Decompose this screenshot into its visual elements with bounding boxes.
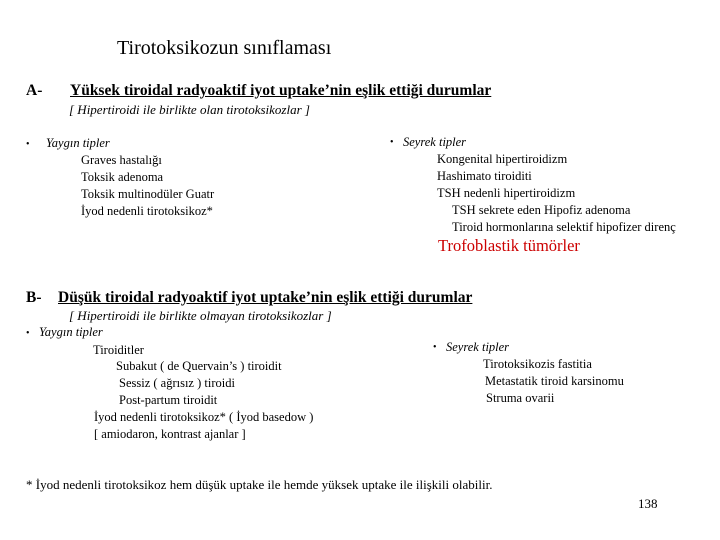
page-title: Tirotoksikozun sınıflaması bbox=[117, 37, 332, 59]
list-item: Metastatik tiroid karsinomu bbox=[485, 374, 624, 388]
section-b-letter: B- bbox=[26, 289, 42, 306]
footnote: * İyod nedenli tirotoksikoz hem düşük uptake ile hemde yüksek uptake ile ilişkili olabilir. bbox=[26, 477, 493, 492]
list-item: Struma ovarii bbox=[486, 391, 555, 405]
list-item: Sessiz ( ağrısız ) tiroidi bbox=[119, 376, 235, 390]
section-a-rare-label: Seyrek tipler bbox=[403, 135, 467, 149]
list-item: Toksik adenoma bbox=[81, 170, 164, 184]
list-item: İyod nedenli tirotoksikoz* bbox=[81, 204, 213, 218]
list-item: Tiroiditler bbox=[93, 343, 144, 357]
highlight-item: Trofoblastik tümörler bbox=[438, 236, 580, 255]
section-b-rare-label: Seyrek tipler bbox=[446, 340, 510, 354]
list-item: Toksik multinodüler Guatr bbox=[81, 187, 215, 201]
section-a-letter: A- bbox=[26, 82, 43, 99]
list-item: [ amiodaron, kontrast ajanlar ] bbox=[94, 427, 246, 441]
list-item: Subakut ( de Quervain’s ) tiroidit bbox=[116, 359, 282, 373]
section-b-heading: Düşük tiroidal radyoaktif iyot uptake’nin eşlik ettiği durumlar bbox=[58, 289, 473, 306]
list-item: Kongenital hipertiroidizm bbox=[437, 152, 568, 166]
bullet-icon: • bbox=[26, 328, 30, 339]
section-b-common-label: Yaygın tipler bbox=[39, 325, 103, 339]
list-item: Tiroid hormonlarına selektif hipofizer direnç bbox=[452, 220, 676, 234]
section-a-heading: Yüksek tiroidal radyoaktif iyot uptake’nin eşlik ettiği durumlar bbox=[70, 82, 492, 99]
list-item: Post-partum tiroidit bbox=[119, 393, 218, 407]
list-item: Tirotoksikozis fastitia bbox=[483, 357, 592, 371]
bullet-icon: • bbox=[433, 342, 437, 353]
list-item: İyod nedenli tirotoksikoz* ( İyod basedow ) bbox=[94, 410, 314, 424]
list-item: Hashimato tiroiditi bbox=[437, 169, 532, 183]
list-item: Graves hastalığı bbox=[81, 153, 162, 167]
bullet-icon: • bbox=[390, 137, 394, 148]
section-a-common-label: Yaygın tipler bbox=[46, 136, 110, 150]
section-a-subtitle: [ Hipertiroidi ile birlikte olan tirotoksikozlar ] bbox=[69, 102, 310, 117]
section-b-subtitle: [ Hipertiroidi ile birlikte olmayan tirotoksikozlar ] bbox=[69, 308, 332, 323]
list-item: TSH sekrete eden Hipofiz adenoma bbox=[452, 203, 631, 217]
page-number: 138 bbox=[638, 496, 658, 511]
list-item: TSH nedenli hipertiroidizm bbox=[437, 186, 576, 200]
bullet-icon: • bbox=[26, 139, 30, 150]
